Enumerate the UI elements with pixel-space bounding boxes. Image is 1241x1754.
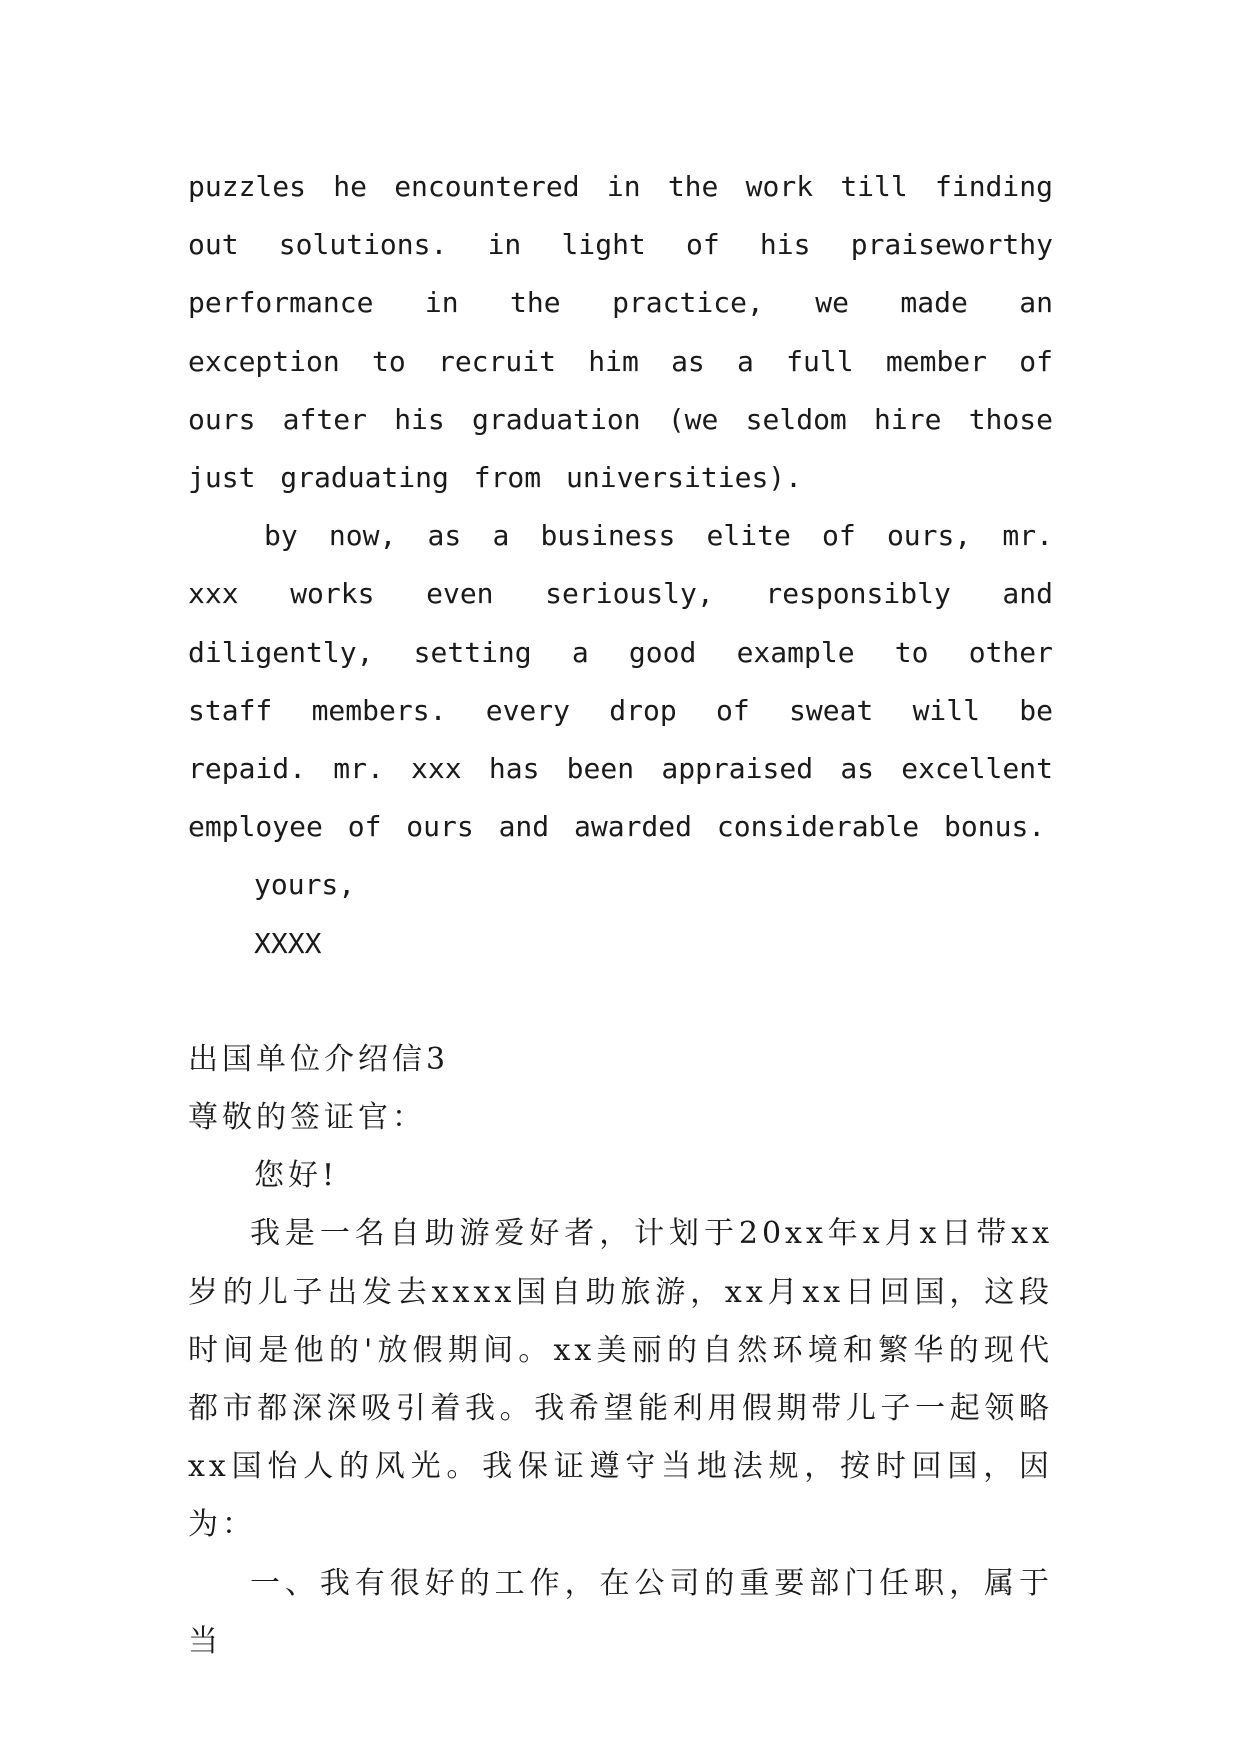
- section-spacer: [188, 973, 1053, 1031]
- greeting: 您好!: [254, 1158, 339, 1194]
- closing-line: yours,: [254, 868, 356, 902]
- paragraph-practice-performance: puzzles he encountered in the work till finding out solutions. in light of his praiseworthy performance in the practice, we made an exception to recruit him as a full member of ours after his graduation (we seldom hire those just graduating from universities).: [188, 170, 1053, 495]
- salutation: 尊敬的签证官：: [188, 1100, 426, 1136]
- paragraph-business-elite: by now, as a business elite of ours, mr. xxx works even seriously, responsibly and diligently, setting a good example to other staff members. every drop of sweat will be repaid. mr. xxx has been appraised as excellent employee of ours and awarded considerable bonus.: [188, 519, 1053, 844]
- document-body: [188, 158, 1053, 1671]
- section-title: 出国单位介绍信3: [188, 1041, 450, 1077]
- paragraph-travel-plan: 我是一名自助游爱好者，计划于20xx年x月x日带xx岁的儿子出发去xxxx国自助旅游，xx月xx日回国，这段时间是他的'放假期间。xx美丽的自然环境和繁华的现代都市都深深吸引着我。我希望能利用假期带儿子一起领略xx国怡人的风光。我保证遵守当地法规，按时回国，因为：: [188, 1216, 1053, 1543]
- signature: XXXX: [254, 926, 322, 960]
- paragraph-reason-one: 一、我有很好的工作，在公司的重要部门任职，属于当: [188, 1565, 1053, 1659]
